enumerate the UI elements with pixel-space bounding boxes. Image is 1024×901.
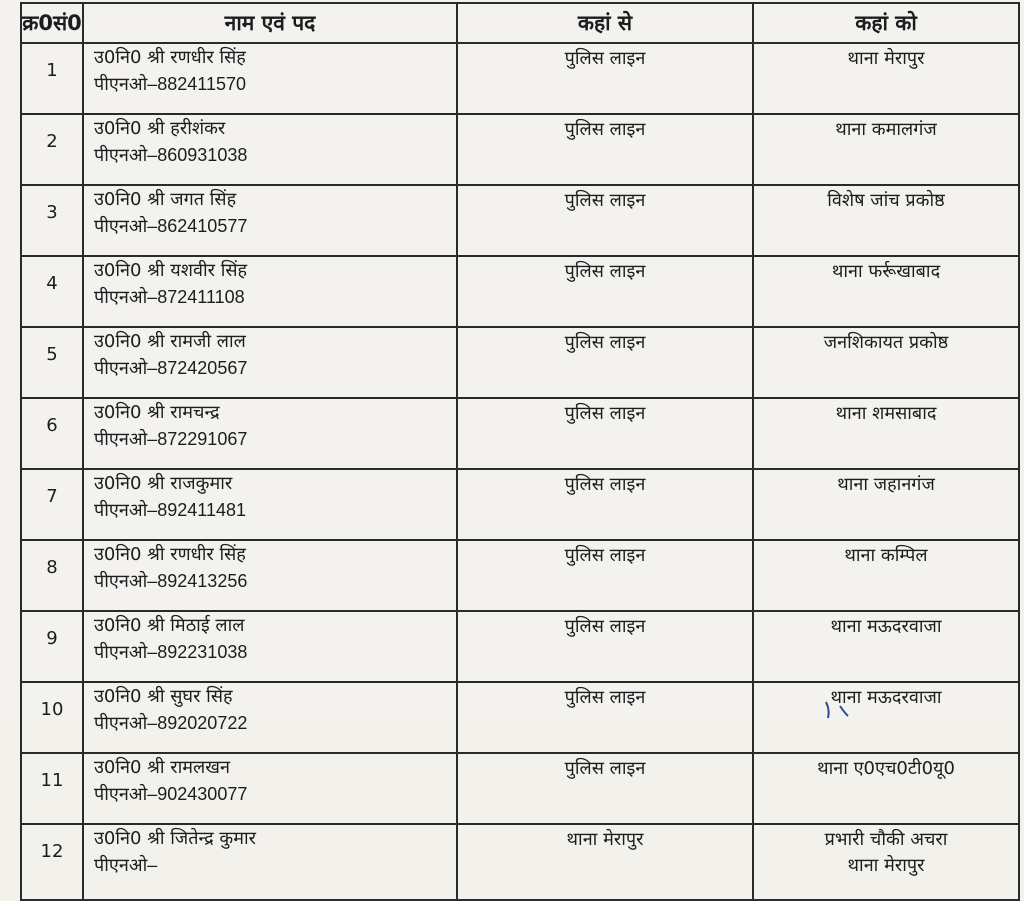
- to-location-line: प्रभारी चौकी अचरा: [824, 829, 948, 850]
- pno-number: पीएनओ–860931038: [94, 145, 248, 165]
- name-cell: [83, 540, 457, 611]
- table-row: [21, 398, 1019, 469]
- from-location: पुलिस लाइन: [457, 398, 753, 469]
- officer-name: उ0नि0 श्री जगत सिंह: [94, 189, 237, 210]
- from-location: पुलिस लाइन: [457, 682, 753, 753]
- header-from: कहां से: [457, 3, 753, 43]
- to-location-line: थाना मेरापुर: [847, 855, 925, 876]
- name-cell: [83, 327, 457, 398]
- from-location: पुलिस लाइन: [457, 327, 753, 398]
- to-location-line: थाना फर्रूखाबाद: [831, 261, 941, 282]
- name-cell: [83, 753, 457, 824]
- pno-number: पीएनओ–882411570: [94, 74, 247, 94]
- pno-number: पीएनओ–892020722: [94, 713, 248, 733]
- to-location-line: थाना मऊदरवाजा: [830, 687, 942, 708]
- officer-name: उ0नि0 श्री सुघर सिंह: [94, 686, 233, 707]
- pno-number: पीएनओ–892411481: [94, 500, 247, 520]
- to-location-line: थाना कमालगंज: [835, 119, 937, 140]
- pno-number: पीएनओ–902430077: [94, 784, 248, 804]
- officer-name: उ0नि0 श्री हरीशंकर: [94, 118, 226, 139]
- to-location: [753, 114, 1019, 185]
- serial-number: 4: [21, 256, 83, 327]
- serial-number: 12: [21, 824, 83, 900]
- to-location-line: विशेष जांच प्रकोष्ठ: [827, 190, 945, 211]
- officer-name: उ0नि0 श्री राजकुमार: [94, 473, 233, 494]
- transfer-table: [20, 2, 1020, 901]
- to-location: [753, 682, 1019, 753]
- from-location: पुलिस लाइन: [457, 540, 753, 611]
- from-location: पुलिस लाइन: [457, 753, 753, 824]
- header-sno: क्र0सं0: [21, 3, 83, 43]
- to-location: [753, 824, 1019, 900]
- officer-name: उ0नि0 श्री जितेन्द्र कुमार: [94, 828, 257, 849]
- serial-number: 11: [21, 753, 83, 824]
- pno-number: पीएनओ–872420567: [94, 358, 248, 378]
- pno-number: पीएनओ–872291067: [94, 429, 248, 449]
- name-cell: [83, 185, 457, 256]
- to-location: [753, 185, 1019, 256]
- to-location: [753, 327, 1019, 398]
- table-row: [21, 43, 1019, 114]
- to-location-line: थाना कम्पिल: [844, 545, 928, 566]
- table-row: [21, 682, 1019, 753]
- table-row: [21, 753, 1019, 824]
- header-name: नाम एवं पद: [83, 3, 457, 43]
- table-row: [21, 824, 1019, 900]
- name-cell: [83, 682, 457, 753]
- officer-name: उ0नि0 श्री रणधीर सिंह: [94, 47, 246, 68]
- serial-number: 7: [21, 469, 83, 540]
- name-cell: [83, 114, 457, 185]
- name-cell: [83, 469, 457, 540]
- to-location-line: थाना मेरापुर: [847, 48, 925, 69]
- name-cell: [83, 824, 457, 900]
- table-row: [21, 185, 1019, 256]
- to-location: [753, 753, 1019, 824]
- to-location-line: थाना ए0एच0टी0यू0: [817, 758, 955, 779]
- to-location: [753, 398, 1019, 469]
- serial-number: 3: [21, 185, 83, 256]
- to-location: [753, 611, 1019, 682]
- table-row: [21, 611, 1019, 682]
- officer-name: उ0नि0 श्री यशवीर सिंह: [94, 260, 248, 281]
- serial-number: 1: [21, 43, 83, 114]
- name-cell: [83, 611, 457, 682]
- to-location: [753, 43, 1019, 114]
- to-location: [753, 256, 1019, 327]
- serial-number: 5: [21, 327, 83, 398]
- officer-name: उ0नि0 श्री रणधीर सिंह: [94, 544, 246, 565]
- from-location: पुलिस लाइन: [457, 114, 753, 185]
- table-row: [21, 256, 1019, 327]
- serial-number: 2: [21, 114, 83, 185]
- to-location: [753, 469, 1019, 540]
- table-row: [21, 469, 1019, 540]
- pno-number: पीएनओ–872411108: [94, 287, 245, 307]
- table-row: [21, 540, 1019, 611]
- from-location: पुलिस लाइन: [457, 43, 753, 114]
- name-cell: [83, 256, 457, 327]
- officer-name: उ0नि0 श्री रामलखन: [94, 757, 230, 778]
- pno-number: पीएनओ–892231038: [94, 642, 248, 662]
- to-location: [753, 540, 1019, 611]
- from-location: पुलिस लाइन: [457, 469, 753, 540]
- header-to: कहां को: [753, 3, 1019, 43]
- from-location: पुलिस लाइन: [457, 611, 753, 682]
- name-cell: [83, 398, 457, 469]
- serial-number: 8: [21, 540, 83, 611]
- header-row: [21, 3, 1019, 43]
- officer-name: उ0नि0 श्री रामजी लाल: [94, 331, 246, 352]
- officer-name: उ0नि0 श्री रामचन्द्र: [94, 402, 220, 423]
- name-cell: [83, 43, 457, 114]
- from-location: पुलिस लाइन: [457, 256, 753, 327]
- pno-number: पीएनओ–862410577: [94, 216, 248, 236]
- from-location: थाना मेरापुर: [457, 824, 753, 900]
- to-location-line: थाना शमसाबाद: [835, 403, 937, 424]
- pno-number: पीएनओ–: [94, 855, 158, 875]
- to-location-line: थाना मऊदरवाजा: [830, 616, 942, 637]
- table-row: [21, 114, 1019, 185]
- serial-number: 10: [21, 682, 83, 753]
- pen-mark-icon: [822, 700, 850, 719]
- serial-number: 6: [21, 398, 83, 469]
- to-location-line: थाना जहानगंज: [837, 474, 935, 495]
- table-row: [21, 327, 1019, 398]
- officer-name: उ0नि0 श्री मिठाई लाल: [94, 615, 245, 636]
- serial-number: 9: [21, 611, 83, 682]
- pno-number: पीएनओ–892413256: [94, 571, 248, 591]
- from-location: पुलिस लाइन: [457, 185, 753, 256]
- to-location-line: जनशिकायत प्रकोष्ठ: [823, 332, 949, 353]
